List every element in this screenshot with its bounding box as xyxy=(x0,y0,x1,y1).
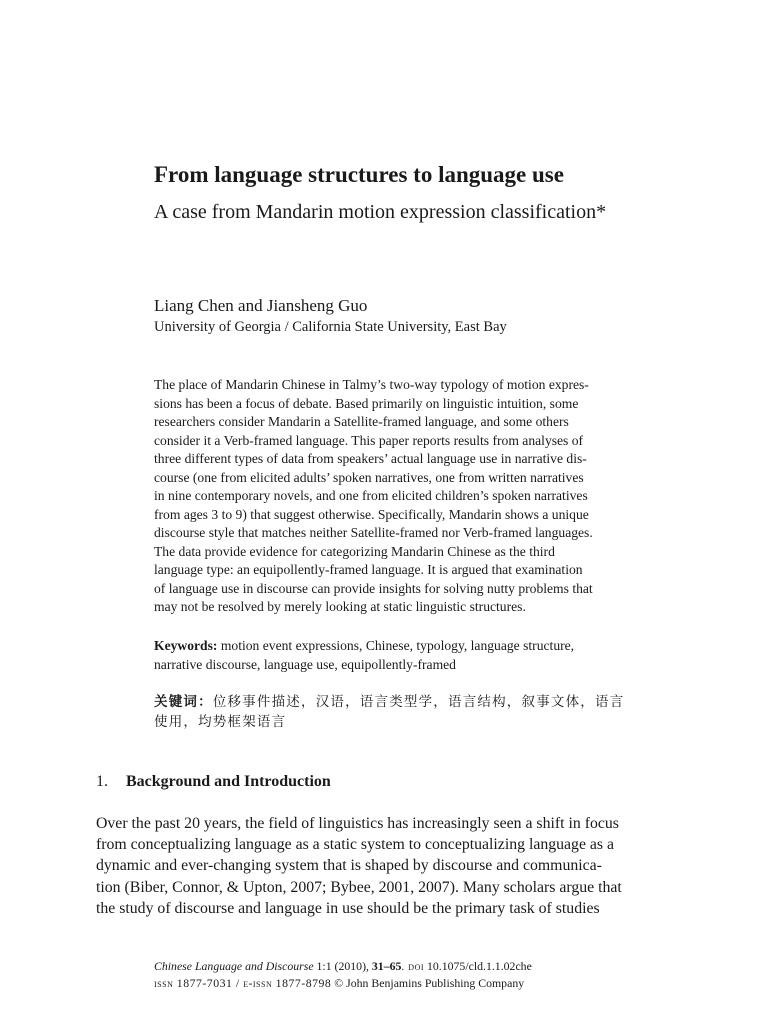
abstract-line: sions has been a focus of debate. Based primarily on linguistic intuition, some xyxy=(154,395,579,411)
citation-line xyxy=(154,958,654,975)
authors: Liang Chen and Jiansheng Guo xyxy=(154,296,368,315)
keywords-line xyxy=(154,636,674,655)
section-number: 1. xyxy=(96,773,108,790)
paper-subtitle: A case from Mandarin motion expression classification* xyxy=(154,201,607,223)
issn-info: issn 1877-7031 / e-issn 1877-8798 xyxy=(154,976,332,990)
body-line: Over the past 20 years, the field of linguistics has increasingly seen a shift in focus xyxy=(96,815,619,832)
abstract-line: The data provide evidence for categorizing Mandarin Chinese as the third xyxy=(154,543,555,559)
keywords xyxy=(154,636,674,674)
section-title: Background and Introduction xyxy=(126,773,331,790)
chinese-keywords-text: 位移事件描述，汉语，语言类型学，语言结构，叙事文体，语言 xyxy=(212,694,625,710)
page-footer xyxy=(154,958,654,992)
body-line: dynamic and ever-changing system that is shaped by discourse and communica- xyxy=(96,857,602,875)
copyright: © John Benjamins Publishing Company xyxy=(331,976,525,990)
section-heading xyxy=(96,771,656,793)
abstract-line: may not be resolved by merely looking at static linguistic structures. xyxy=(154,599,526,614)
keywords-text: motion event expressions, Chinese, typology, language structure, xyxy=(217,638,575,653)
abstract-line: three different types of data from speakers’ actual language use in narrative dis- xyxy=(154,451,587,466)
abstract-line: in nine contemporary novels, and one from elicited children’s spoken narratives xyxy=(154,488,588,503)
paper-title: From language structures to language use xyxy=(154,162,564,187)
keywords-line: narrative discourse, language use, equipollently-framed xyxy=(154,657,456,672)
abstract-line: course (one from elicited adults’ spoken narratives, one from written narratives xyxy=(154,469,584,485)
abstract xyxy=(154,376,674,617)
abstract-line: consider it a Verb-framed language. This paper reports results from analyses of xyxy=(154,432,584,448)
abstract-line: researchers consider Mandarin a Satellite-framed language, and some others xyxy=(154,414,569,429)
chinese-keywords-line: 使用，均势框架语言 xyxy=(154,714,287,730)
issn-line xyxy=(154,975,654,992)
abstract-line: The place of Mandarin Chinese in Talmy’s two-way typology of motion expres- xyxy=(154,377,589,392)
chinese-keywords-line xyxy=(154,692,684,712)
volume-info: 1:1 (2010), xyxy=(313,959,372,973)
body-paragraph xyxy=(96,813,676,919)
affiliation: University of Georgia / California State University, East Bay xyxy=(154,319,507,335)
chinese-keywords xyxy=(154,692,684,732)
chinese-keywords-label: 关键词： xyxy=(154,694,213,710)
journal-name: Chinese Language and Discourse xyxy=(154,959,314,973)
body-line: tion (Biber, Connor, & Upton, 2007; Bybee, 2001, 2007). Many scholars argue that xyxy=(96,878,622,896)
abstract-line: of language use in discourse can provide insights for solving nutty problems that xyxy=(154,580,593,596)
doi-label: . doi xyxy=(401,959,425,973)
doi-value: 10.1075/cld.1.1.02che xyxy=(424,959,532,973)
abstract-line: from ages 3 to 9) that suggest otherwise. Specifically, Mandarin shows a unique xyxy=(154,506,589,522)
body-line: the study of discourse and language in use should be the primary task of studies xyxy=(96,899,600,917)
abstract-line: language type: an equipollently-framed language. It is argued that examination xyxy=(154,562,583,577)
body-line: from conceptualizing language as a static system to conceptualizing language as a xyxy=(96,836,615,854)
keywords-label: Keywords: xyxy=(154,638,218,653)
abstract-line: discourse style that matches neither Satellite-framed nor Verb-framed languages. xyxy=(154,525,593,540)
page-range: 31–65 xyxy=(371,959,402,973)
